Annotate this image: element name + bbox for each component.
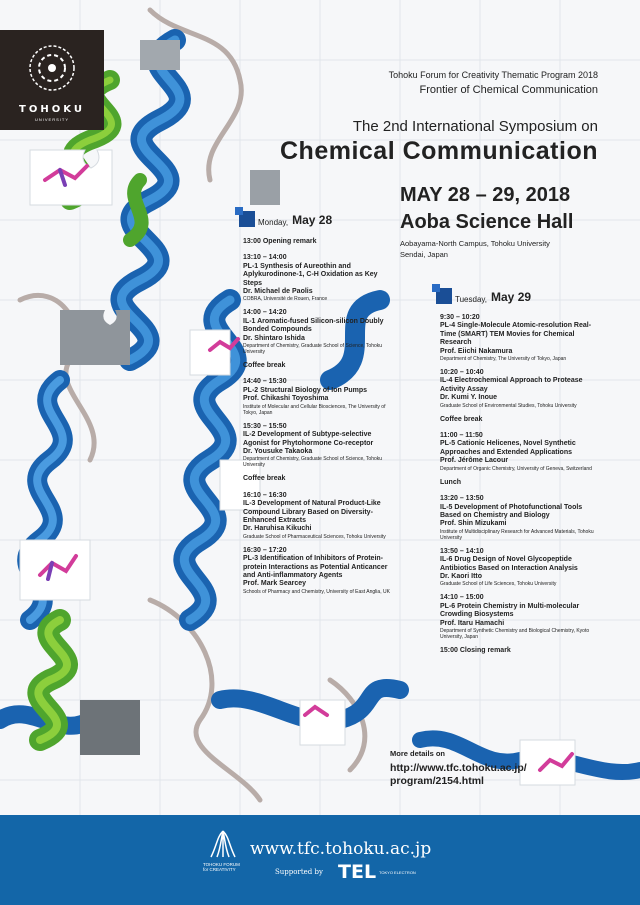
schedule-time: Lunch (440, 478, 461, 486)
day2-header (436, 288, 531, 304)
schedule-speaker: Dr. Yousuke Takaoka (243, 447, 313, 455)
venue-city: Sendai, Japan (400, 250, 448, 259)
schedule-title: PL-2 Structural Biology of Ion Pumps (243, 386, 368, 394)
schedule-speaker: Prof. Mark Searcey (243, 580, 307, 588)
logo-subtitle: UNIVERSITY (34, 117, 69, 122)
schedule-time: 11:00 – 11:50 (440, 432, 483, 440)
tfc-logo-icon (203, 827, 243, 863)
schedule-aff: Department of Chemistry, Graduate School of Science, Tohoku University (243, 343, 383, 356)
symposium-title: Chemical Communication (280, 137, 598, 165)
day-square-icon (239, 211, 255, 227)
schedule-title: PL-4 Single-Molecule Atomic-resolution Real-Time (SMART) TEM Movies for Chemical Research (440, 322, 592, 347)
schedule-time: 14:10 – 15:00 (440, 594, 484, 602)
schedule-speaker: Dr. Kumi Y. Inoue (440, 394, 498, 402)
footer (0, 815, 640, 905)
schedule-time: Coffee break (243, 475, 286, 483)
schedule-speaker: Prof. Eiichi Nakamura (440, 347, 513, 355)
day1-header (239, 211, 332, 227)
schedule-time: 13:10 – 14:00 (243, 254, 287, 262)
schedule-item (440, 369, 600, 409)
tel-logo-subtitle: TOKYO ELECTRON (379, 870, 416, 875)
schedule-title: PL-5 Cationic Helicenes, Novel Synthetic Approaches and Extended Applications (440, 440, 576, 456)
schedule-time: 16:30 – 17:20 (243, 546, 287, 554)
schedule-item (440, 479, 600, 487)
schedule-item (440, 432, 600, 472)
schedule-time: Coffee break (440, 415, 483, 423)
program-url-line2[interactable]: program/2154.html (390, 775, 484, 787)
schedule-title: IL-4 Electrochemical Approach to Protease Activity Assay (440, 377, 583, 393)
schedule-speaker: Dr. Kaori Itto (440, 572, 483, 580)
program-name: Frontier of Chemical Communication (419, 84, 598, 96)
schedule-title: IL-3 Development of Natural Product-Like Compound Library Based on Diversity-Enhanced Extracts (243, 500, 381, 524)
program-url-line1[interactable]: http://www.tfc.tohoku.ac.jp/ (390, 762, 527, 774)
schedule-time: 13:20 – 13:50 (440, 495, 484, 503)
schedule-item (243, 238, 393, 246)
schedule-time: 16:10 – 16:30 (243, 491, 287, 499)
day1-name: Monday, (258, 218, 289, 227)
schedule-aff: Schools of Pharmacy and Chemistry, University of East Anglia, UK (243, 588, 390, 595)
event-venue: Aoba Science Hall (400, 211, 574, 233)
schedule-speaker: Prof. Jérôme Lacour (440, 457, 509, 465)
schedule-title: PL-6 Protein Chemistry in Multi-molecular Crowding Biosystems (440, 602, 580, 619)
schedule-title: IL-1 Aromatic-fused Silicon-silicon Doubly Bonded Compounds (243, 317, 384, 334)
schedule-time: 13:50 – 14:10 (440, 547, 484, 555)
schedule-item (243, 309, 393, 355)
schedule-item (440, 548, 600, 588)
schedule-item (440, 495, 600, 541)
schedule-time: Coffee break (243, 362, 286, 370)
program-url-link[interactable] (390, 762, 527, 788)
schedule-speaker: Prof. Itaru Hamachi (440, 619, 505, 627)
schedule-title: IL-5 Development of Photofunctional Tools Based on Chemistry and Biology (440, 503, 583, 519)
tfc-name-line1: TOHOKU FORUM (203, 862, 240, 867)
schedule-time: 15:00 Closing remark (440, 646, 511, 654)
tel-logo[interactable]: TEL (338, 861, 377, 883)
schedule-time: 13:00 Opening remark (243, 238, 317, 245)
schedule-item (243, 254, 393, 302)
schedule-aff: Department of Organic Chemistry, University of Geneva, Switzerland (440, 465, 592, 472)
schedule-item (440, 594, 600, 640)
event-date: MAY 28 – 29, 2018 (400, 184, 571, 206)
schedule-item (440, 647, 600, 655)
day-square-icon (436, 288, 452, 304)
schedule-aff: Graduate School of Pharmaceutical Sciences, Tohoku University (243, 533, 386, 540)
university-logo[interactable] (0, 30, 104, 130)
schedule-aff: COBRA, Université de Rouen, France (243, 296, 328, 303)
schedule-item (243, 547, 393, 595)
schedule-speaker: Prof. Shin Mizukami (440, 520, 507, 528)
venue-address: Aobayama-North Campus, Tohoku University (400, 239, 550, 248)
more-details-label: More details on (390, 749, 446, 758)
schedule-speaker: Dr. Haruhisa Kikuchi (243, 525, 312, 533)
logo-wordmark: TOHOKU (19, 104, 85, 115)
schedule-aff: Institute of Multidisciplinary Research for Advanced Materials, Tohoku University (440, 528, 594, 541)
tfc-name-line2: for CREATIVITY (203, 867, 236, 872)
schedule-aff: Department of Chemistry, Graduate School of Science, Tohoku University (243, 456, 383, 469)
schedule-aff: Department of Synthetic Chemistry and Biological Chemistry, Kyoto University, Japan (440, 627, 590, 640)
schedule-item (440, 416, 600, 424)
schedule-aff: Department of Chemistry, The University of Tokyo, Japan (440, 356, 567, 363)
schedule-item (243, 423, 393, 469)
tfc-name (203, 862, 240, 872)
footer-url-link[interactable]: www.tfc.tohoku.ac.jp (250, 839, 432, 859)
schedule-aff: Institute of Molecular and Cellular Biosciences, The University of Tokyo, Japan (243, 403, 386, 416)
schedule-title: PL-1 Synthesis of Aureothin and Aplykurodinone-1, C-H Oxidation as Key Steps (243, 262, 378, 287)
tree-emblem-icon (0, 30, 104, 102)
schedule-speaker: Dr. Shintaro Ishida (243, 334, 305, 342)
schedule-time: 14:00 – 14:20 (243, 309, 287, 317)
schedule-aff: Graduate School of Environmental Studies, Tohoku University (440, 402, 577, 409)
schedule-item (440, 314, 600, 362)
schedule-title: IL-6 Drug Design of Novel Glycopeptide Antibiotics Based on Interaction Analysis (440, 556, 578, 572)
day1-schedule (243, 238, 393, 602)
schedule-item (243, 475, 393, 483)
schedule-speaker: Prof. Chikashi Toyoshima (243, 395, 329, 403)
day2-name: Tuesday, (455, 295, 488, 304)
schedule-item (243, 378, 393, 415)
schedule-time: 10:20 – 10:40 (440, 369, 484, 377)
schedule-time: 14:40 – 15:30 (243, 378, 287, 386)
symposium-subtitle: The 2nd International Symposium on (352, 118, 598, 135)
schedule-time: 15:30 – 15:50 (243, 422, 287, 430)
schedule-speaker: Dr. Michael de Paolis (243, 288, 313, 296)
day2-date: May 29 (491, 290, 532, 304)
schedule-aff: Graduate School of Life Sciences, Tohoku University (440, 581, 557, 588)
schedule-time: 9:30 – 10:20 (440, 314, 480, 321)
schedule-title: IL-2 Development of Subtype-selective Agonist for Phytohormone Co-receptor (243, 431, 374, 447)
program-line: Tohoku Forum for Creativity Thematic Program 2018 (388, 70, 598, 80)
schedule-item (243, 362, 393, 370)
day2-schedule (440, 314, 600, 663)
schedule-title: PL-3 Identification of Inhibitors of Protein-protein Interactions as Potential Anticancer and Anti-inflammatory Agents (243, 555, 388, 579)
schedule-item (243, 492, 393, 540)
supported-by-label: Supported by (275, 868, 323, 876)
day1-date: May 28 (292, 213, 333, 227)
